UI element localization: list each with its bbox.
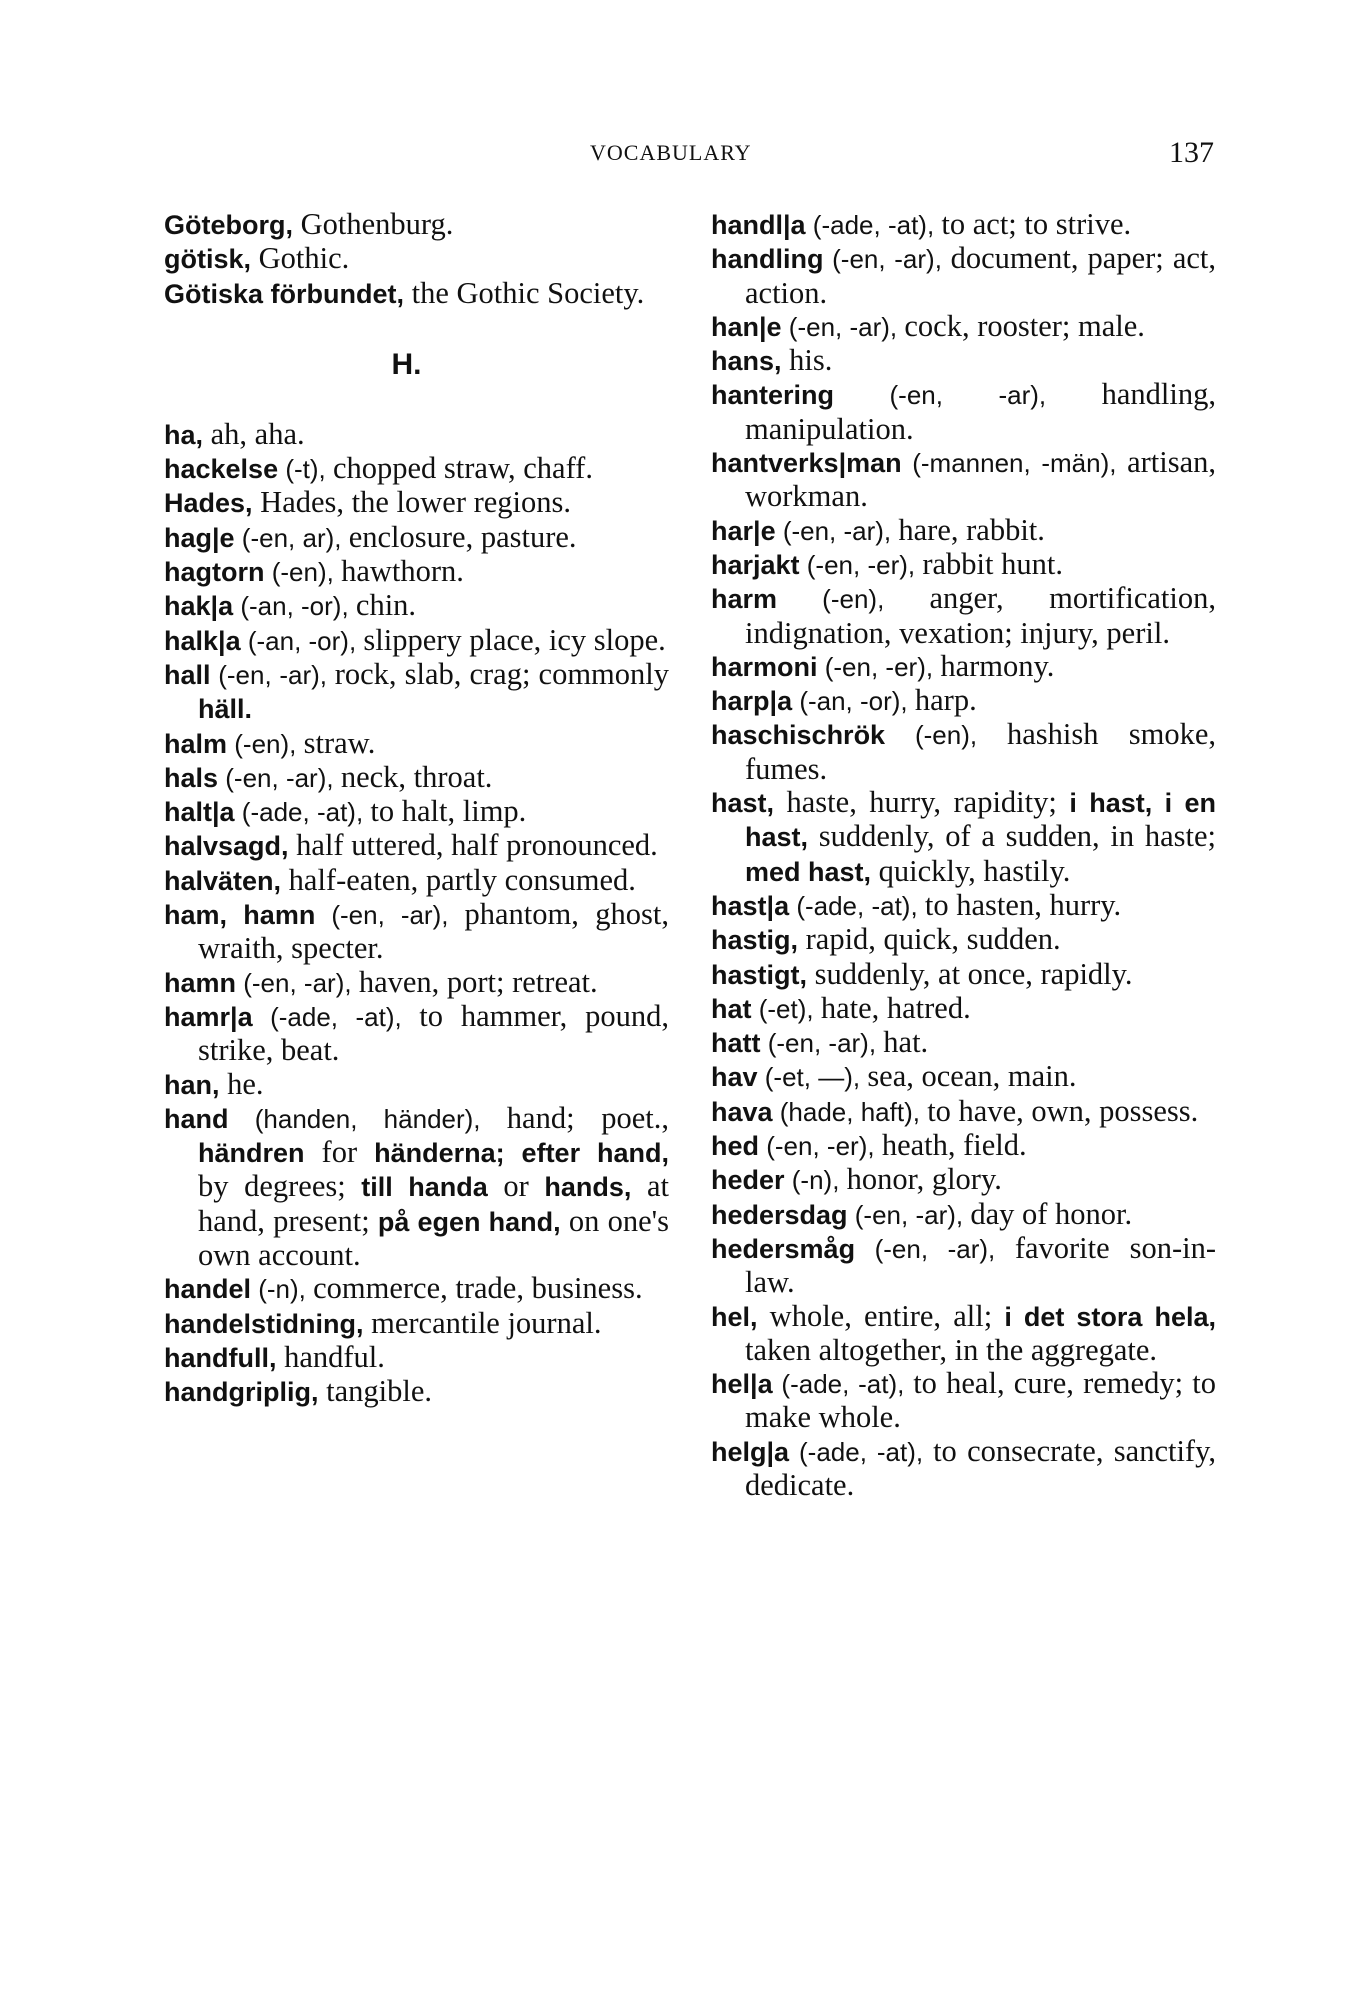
vocabulary-entry <box>711 1060 1216 1094</box>
grammar-info: (-en, -er), <box>817 651 941 682</box>
definition: haste, hurry, rapidity; <box>774 785 1070 820</box>
headword: hast|a <box>711 890 790 921</box>
definition: anger, mortification, indignation, vexation; injury, peril. <box>745 581 1216 650</box>
vocabulary-entry <box>711 889 1216 923</box>
definition: to consecrate, sanctify, dedicate. <box>745 1433 1216 1502</box>
headword: i hast, i en hast, <box>745 788 1216 853</box>
headword: händren <box>198 1138 305 1169</box>
definition: to have, own, possess. <box>927 1093 1199 1128</box>
vocabulary-entry <box>164 795 669 829</box>
headword: handel <box>164 1274 252 1305</box>
headword: handgriplig, <box>164 1377 319 1408</box>
headword: haschischrök <box>711 720 886 751</box>
vocabulary-entry <box>711 1095 1216 1129</box>
grammar-info: (-en), <box>885 720 1007 751</box>
headword: handelstidning, <box>164 1308 364 1339</box>
vocabulary-entry <box>711 344 1216 378</box>
definition: at hand, present; <box>198 1169 669 1238</box>
left-column <box>164 208 669 1410</box>
headword: hals <box>164 762 219 793</box>
vocabulary-entry <box>711 548 1216 582</box>
grammar-info: (-en), <box>227 728 304 759</box>
vocabulary-entry <box>711 786 1216 889</box>
vocabulary-entry <box>164 452 669 486</box>
headword: hat <box>711 993 752 1024</box>
vocabulary-entry <box>711 1129 1216 1163</box>
headword: hag|e <box>164 522 235 553</box>
grammar-info: (-en, -ar), <box>781 311 905 342</box>
page-header <box>0 136 1352 176</box>
definition: tangible. <box>318 1374 432 1409</box>
vocabulary-entry <box>711 1300 1216 1368</box>
running-head: VOCABULARY <box>590 140 752 165</box>
grammar-info: (-en, -er), <box>799 549 923 580</box>
definition: hawthorn. <box>341 554 464 589</box>
definition: to hammer, pound, strike, beat. <box>198 998 669 1068</box>
vocabulary-entry <box>711 378 1216 446</box>
definition: hare, rabbit. <box>898 512 1045 547</box>
headword: hedersdag <box>711 1199 848 1230</box>
vocabulary-entry <box>164 1307 669 1341</box>
definition: ah, aha. <box>203 416 305 451</box>
headword: på egen hand, <box>377 1206 561 1237</box>
grammar-info: (-en), <box>264 557 342 588</box>
grammar-info: (-ade, -at), <box>789 890 925 921</box>
grammar-info: (-en, -er), <box>759 1131 882 1162</box>
headword: Götiska förbundet, <box>164 278 405 309</box>
vocabulary-entry <box>164 727 669 761</box>
headword: hastig, <box>711 925 799 956</box>
headword: han, <box>164 1069 220 1100</box>
definition: whole, entire, all; <box>757 1298 1005 1333</box>
vocabulary-entry <box>164 418 669 452</box>
vocabulary-entry <box>711 1367 1216 1435</box>
grammar-info: (-n), <box>251 1274 314 1305</box>
vocabulary-entry <box>164 1102 669 1272</box>
headword: hall <box>164 659 211 690</box>
definition: chopped straw, chaff. <box>332 451 593 486</box>
definition: Gothenburg. <box>293 207 454 241</box>
grammar-info: (-en, -ar), <box>218 762 341 793</box>
vocabulary-entry <box>711 514 1216 548</box>
vocabulary-entry <box>711 1163 1216 1197</box>
headword: han|e <box>711 311 782 342</box>
page-number: 137 <box>1169 136 1214 169</box>
vocabulary-entry <box>164 277 669 311</box>
vocabulary-entry <box>164 658 669 727</box>
headword: häll. <box>198 694 253 725</box>
grammar-info: (-en, -ar), <box>210 659 335 690</box>
grammar-info: (-ade, -at), <box>234 797 371 828</box>
grammar-info: (-en, -ar), <box>315 900 465 931</box>
grammar-info: (-an, -or), <box>233 591 356 622</box>
vocabulary-entry <box>164 521 669 555</box>
definition: to hasten, hurry. <box>924 887 1122 922</box>
grammar-info: (-ade, -at), <box>805 210 942 240</box>
grammar-info: (-ade, -at), <box>772 1369 914 1400</box>
definition: mercantile journal. <box>363 1305 602 1340</box>
headword: halväten, <box>164 865 282 896</box>
headword: hatt <box>711 1028 761 1059</box>
grammar-info: (-t), <box>278 454 333 485</box>
vocabulary-entry <box>164 898 669 966</box>
vocabulary-entry <box>164 624 669 658</box>
headword: handling <box>711 244 824 275</box>
headword: harm <box>711 584 778 615</box>
vocabulary-entry <box>164 242 669 276</box>
vocabulary-entry <box>711 992 1216 1026</box>
headword: hastigt, <box>711 959 808 990</box>
definition: enclosure, pasture. <box>348 519 577 554</box>
grammar-info: (-en, -ar), <box>236 967 359 998</box>
vocabulary-entry <box>164 1375 669 1409</box>
definition: to heal, cure, remedy; to make whole. <box>745 1366 1216 1435</box>
definition: neck, throat. <box>340 759 493 794</box>
vocabulary-entry <box>164 589 669 623</box>
definition: sea, ocean, main. <box>867 1059 1077 1094</box>
headword: heder <box>711 1165 785 1196</box>
definition: half-eaten, partly consumed. <box>281 862 636 897</box>
vocabulary-entry <box>711 446 1216 514</box>
grammar-info: (-an, -or), <box>240 625 364 656</box>
vocabulary-entry <box>711 1435 1216 1503</box>
headword: hantering <box>711 380 835 411</box>
definition: to halt, limp. <box>370 794 527 829</box>
definition: suddenly, of a sudden, in haste; <box>808 819 1216 854</box>
definition: hate, hatred. <box>820 990 971 1025</box>
grammar-info: (handen, händer), <box>228 1103 507 1134</box>
definition: by degrees; <box>198 1169 362 1204</box>
definition: phantom, ghost, wraith, specter. <box>198 897 669 966</box>
headword: hava <box>711 1096 773 1127</box>
grammar-info: (-en, -ar), <box>760 1028 884 1059</box>
grammar-info: (-en, ar), <box>234 522 349 553</box>
grammar-info: (-en, -ar), <box>834 380 1102 411</box>
headword: hands, <box>544 1172 632 1203</box>
headword: hast, <box>711 788 775 819</box>
definition: rock, slab, crag; commonly <box>334 656 669 691</box>
grammar-info: (-ade, -at), <box>789 1436 934 1467</box>
definition: artisan, workman. <box>745 445 1216 514</box>
vocabulary-entry <box>164 966 669 1000</box>
definition: suddenly, at once, rapidly. <box>807 956 1133 991</box>
grammar-info: (-an, -or), <box>792 686 915 717</box>
headword: Hades, <box>164 488 253 519</box>
vocabulary-entry <box>711 958 1216 992</box>
headword: hav <box>711 1062 758 1093</box>
headword: har|e <box>711 515 776 546</box>
definition: Hades, the lower regions. <box>252 485 572 520</box>
definition: handful. <box>276 1339 385 1374</box>
headword: harjakt <box>711 549 800 580</box>
definition: harp. <box>914 683 977 718</box>
definition: he. <box>219 1066 264 1101</box>
definition: Gothic. <box>251 241 350 276</box>
headword: händerna; efter hand, <box>374 1138 669 1169</box>
headword: hedersmåg <box>711 1233 856 1264</box>
definition: taken altogether, in the aggregate. <box>745 1332 1158 1367</box>
grammar-info: (-et), <box>751 993 821 1024</box>
definition: commerce, trade, business. <box>313 1271 643 1306</box>
vocabulary-entry <box>164 761 669 795</box>
grammar-info: (-en, -ar), <box>847 1199 971 1230</box>
headword: med hast, <box>745 856 872 887</box>
section-letter: H. <box>391 347 422 381</box>
vocabulary-entry <box>711 1026 1216 1060</box>
grammar-info: (-n), <box>784 1165 847 1196</box>
vocabulary-entry <box>164 829 669 863</box>
headword: hel|a <box>711 1369 773 1400</box>
definition: chin. <box>355 588 417 623</box>
headword: hamr|a <box>164 1001 253 1032</box>
headword: helg|a <box>711 1436 790 1467</box>
headword: halm <box>164 728 228 759</box>
headword: hed <box>711 1131 760 1162</box>
headword: halt|a <box>164 797 235 828</box>
vocabulary-entry <box>711 684 1216 718</box>
vocabulary-entry <box>711 582 1216 650</box>
grammar-info: (-en, -ar), <box>823 244 951 275</box>
vocabulary-entry <box>164 1068 669 1102</box>
vocabulary-entry <box>164 555 669 589</box>
headword: till handa <box>361 1172 488 1203</box>
vocabulary-entry <box>164 1341 669 1375</box>
headword: halk|a <box>164 625 241 656</box>
definition: slippery place, icy slope. <box>363 622 666 657</box>
grammar-info: (-ade, -at), <box>252 1001 420 1032</box>
definition: favorite son-in-law. <box>745 1230 1216 1300</box>
headword: hel, <box>711 1301 758 1332</box>
vocabulary-entry <box>711 242 1216 310</box>
definition: honor, glory. <box>846 1162 1002 1197</box>
definition: the Gothic Society. <box>404 275 645 310</box>
definition: haven, port; retreat. <box>358 964 598 999</box>
definition: on one's own account. <box>198 1203 670 1273</box>
definition: hashish smoke, fumes. <box>745 717 1216 786</box>
definition: half uttered, half pronounced. <box>288 828 658 863</box>
grammar-info: (-en, -ar), <box>855 1233 1015 1264</box>
definition: straw. <box>303 725 376 760</box>
definition: for <box>304 1135 375 1170</box>
vocabulary-entry <box>711 718 1216 786</box>
grammar-info: (-mannen, -män), <box>901 448 1128 479</box>
headword: harp|a <box>711 686 793 717</box>
headword: i det stora hela, <box>1004 1301 1216 1332</box>
definition: hat. <box>883 1025 929 1060</box>
vocabulary-entry <box>711 208 1216 242</box>
grammar-info: (-en), <box>777 584 930 615</box>
definition: or <box>487 1169 545 1204</box>
headword: hans, <box>711 346 782 377</box>
definition: day of honor. <box>970 1196 1133 1231</box>
headword: harmoni <box>711 651 818 682</box>
headword: hackelse <box>164 454 279 485</box>
vocabulary-entry <box>711 650 1216 684</box>
headword: halvsagd, <box>164 831 289 862</box>
headword: ham, hamn <box>164 900 316 931</box>
vocabulary-entry <box>164 864 669 898</box>
headword: handl|a <box>711 210 806 240</box>
vocabulary-entry <box>164 1272 669 1306</box>
headword: ha, <box>164 419 204 450</box>
grammar-info: (-et, —), <box>757 1062 868 1093</box>
grammar-info: (-en, -ar), <box>775 515 899 546</box>
vocabulary-entry <box>164 486 669 520</box>
vocabulary-entry <box>711 1232 1216 1300</box>
headword: hak|a <box>164 591 234 622</box>
definition: heath, field. <box>881 1128 1027 1163</box>
definition: rapid, quick, sudden. <box>798 922 1061 957</box>
definition: quickly, hastily. <box>871 853 1071 888</box>
headword: hand <box>164 1103 229 1134</box>
definition: harmony. <box>940 648 1055 683</box>
vocabulary-entry <box>711 1198 1216 1232</box>
definition: handling, manipulation. <box>745 377 1216 446</box>
headword: handfull, <box>164 1342 277 1373</box>
headword: Göteborg, <box>164 210 293 240</box>
definition: hand; poet., <box>506 1100 669 1135</box>
definition: his. <box>781 343 833 378</box>
vocabulary-entry <box>164 208 669 242</box>
headword: hagtorn <box>164 557 265 588</box>
definition: to act; to strive. <box>941 207 1132 241</box>
definition: rabbit hunt. <box>922 546 1063 581</box>
headword: hamn <box>164 967 237 998</box>
right-column <box>711 208 1216 1502</box>
headword: götisk, <box>164 244 252 275</box>
definition: cock, rooster; male. <box>904 308 1145 343</box>
vocabulary-entry <box>711 923 1216 957</box>
vocabulary-entry <box>711 310 1216 344</box>
headword: hantverks|man <box>711 448 902 479</box>
grammar-info: (hade, haft), <box>772 1096 928 1127</box>
definition: document, paper; act, action. <box>745 241 1216 310</box>
vocabulary-entry <box>164 1000 669 1068</box>
